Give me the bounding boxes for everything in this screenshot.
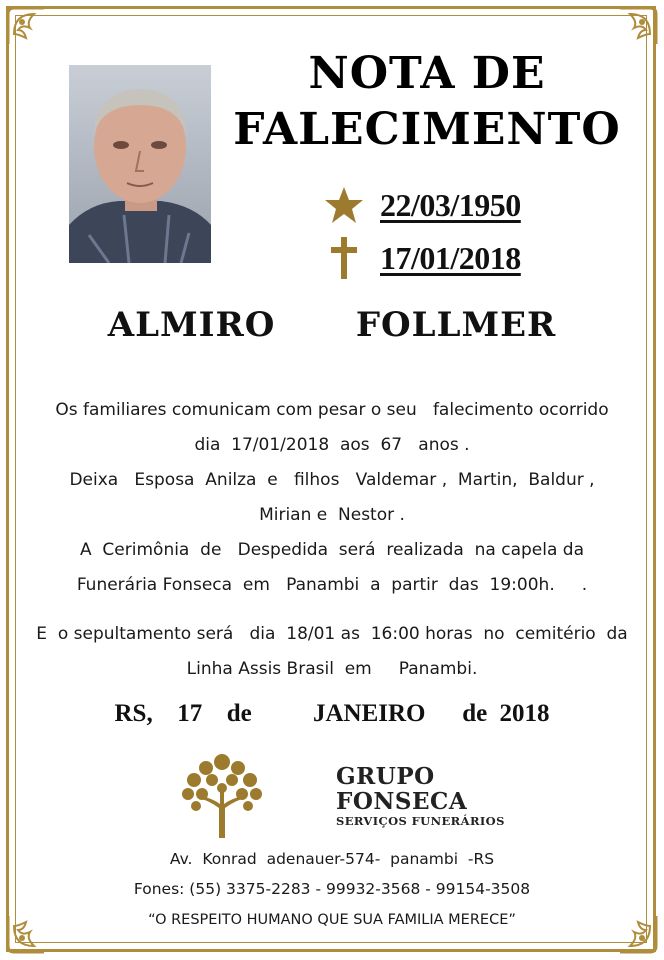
paragraph-line: Mirian e Nestor . bbox=[259, 505, 405, 525]
notice-title-line1: NOTA DE bbox=[308, 48, 546, 99]
paragraph-line: A Cerimônia de Despedida será realizada na capela da bbox=[80, 540, 584, 560]
death-date: 17/01/2018 bbox=[380, 239, 521, 276]
birth-date-row bbox=[322, 183, 521, 227]
burial-text bbox=[30, 617, 634, 687]
company-name-line2: FONSECA bbox=[336, 788, 468, 815]
portrait-photo bbox=[69, 65, 211, 263]
tree-icon bbox=[178, 748, 266, 838]
cross-icon bbox=[322, 236, 366, 280]
corner-ornament-icon bbox=[614, 4, 660, 50]
company-address: Av. Konrad adenauer-574- panambi -RS bbox=[169, 850, 495, 868]
birth-date: 22/03/1950 bbox=[380, 186, 521, 223]
company-phones: Fones: (55) 3375-2283 - 99932-3568 - 99154-3508 bbox=[133, 880, 531, 898]
deceased-name: ALMIRO FOLLMER bbox=[107, 305, 557, 345]
company-motto: “O RESPEITO HUMANO QUE SUA FAMILIA MERECE” bbox=[148, 912, 516, 928]
company-tagline: SERVIÇOS FUNERÁRIOS bbox=[336, 814, 505, 828]
place-and-date: RS, 17 de JANEIRO de 2018 bbox=[114, 700, 550, 727]
death-date-row bbox=[322, 236, 521, 280]
paragraph-line: Deixa Esposa Anilza e filhos Valdemar , Martin, Baldur , bbox=[69, 470, 595, 490]
paragraph-line: Linha Assis Brasil em Panambi. bbox=[186, 659, 478, 679]
corner-ornament-icon bbox=[4, 4, 50, 50]
company-name-line1: GRUPO bbox=[336, 763, 435, 790]
paragraph-line: E o sepultamento será dia 18/01 as 16:00 horas no cemitério da bbox=[36, 624, 628, 644]
paragraph-line: dia 17/01/2018 aos 67 anos . bbox=[194, 435, 470, 455]
company-brand bbox=[336, 764, 505, 828]
announcement-text bbox=[30, 393, 634, 603]
star-icon bbox=[322, 183, 366, 227]
paragraph-line: Os familiares comunicam com pesar o seu falecimento ocorrido bbox=[55, 400, 609, 420]
notice-title-line2: FALECIMENTO bbox=[233, 104, 621, 155]
paragraph-line: Funerária Fonseca em Panambi a partir das 19:00h. . bbox=[76, 575, 588, 595]
